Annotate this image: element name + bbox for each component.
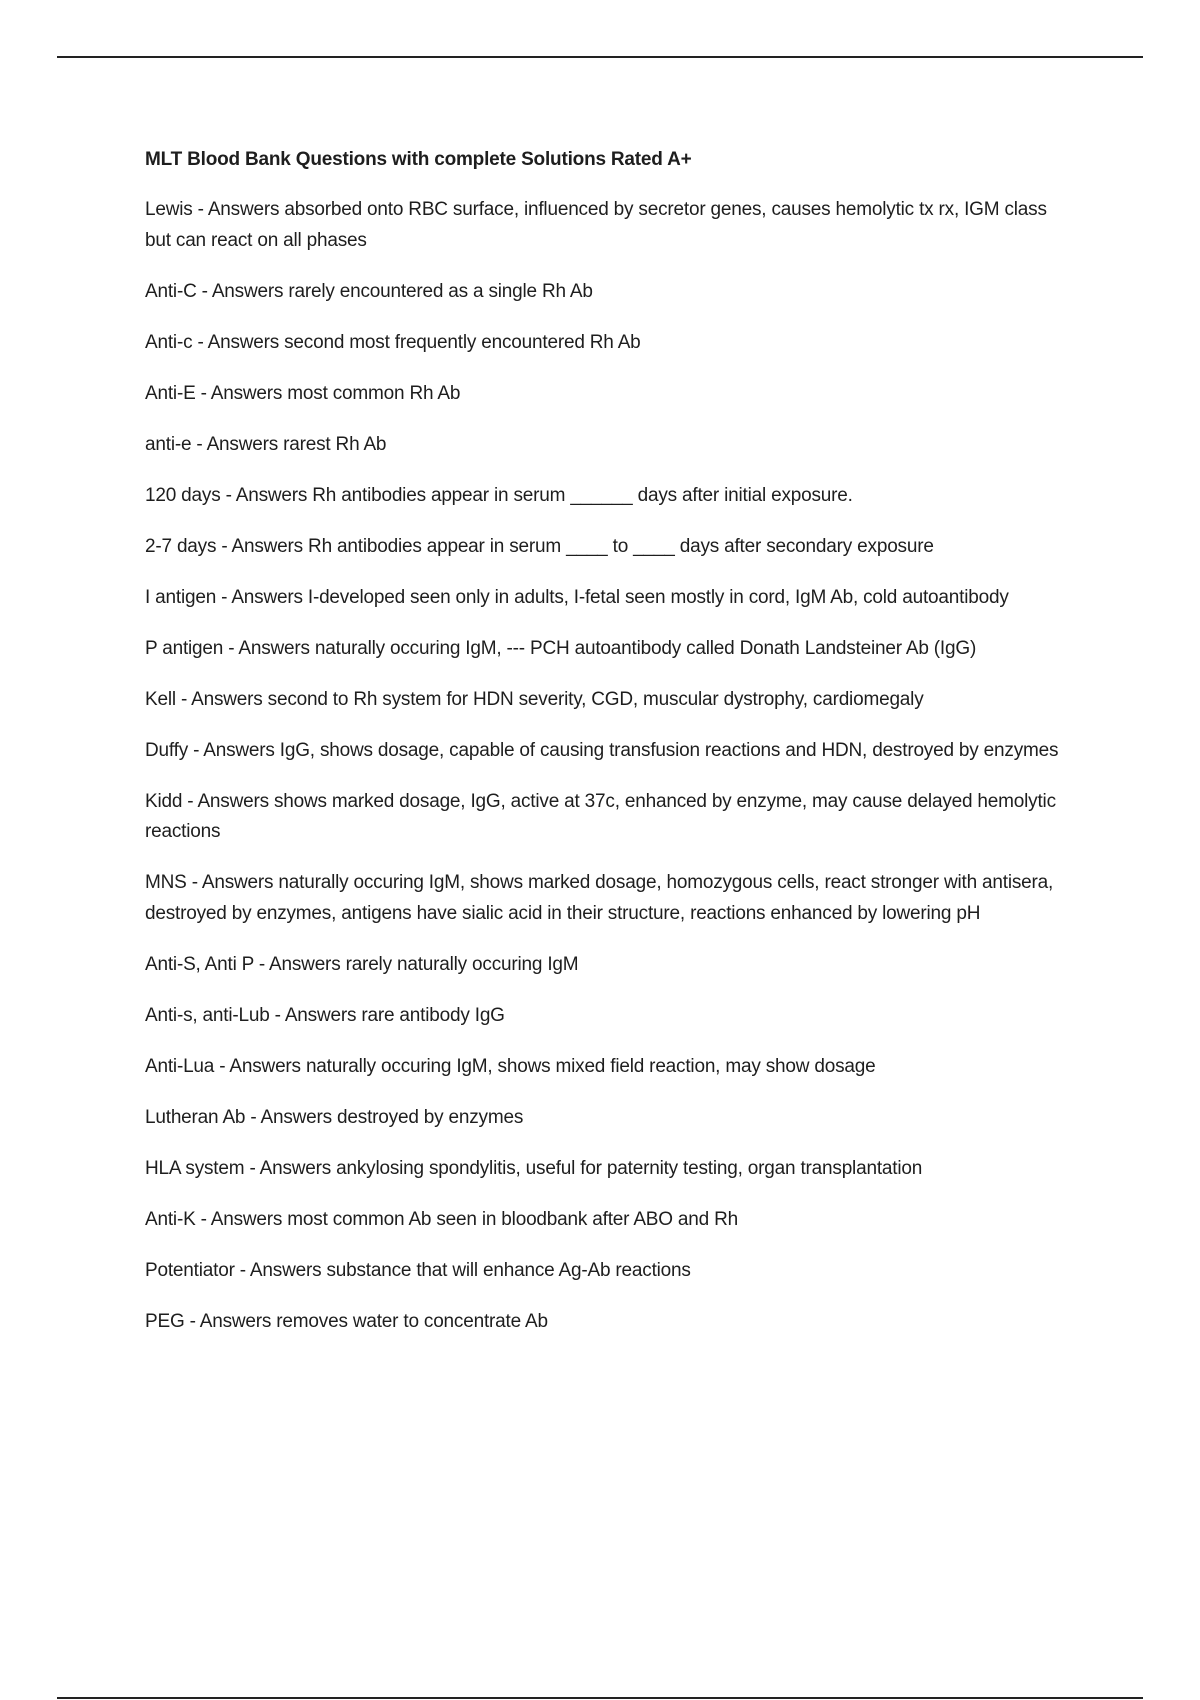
document-title: MLT Blood Bank Questions with complete Solutions Rated A+	[145, 149, 692, 170]
qa-item: anti-e - Answers rarest Rh Ab	[145, 433, 387, 455]
document-body	[145, 145, 1065, 1358]
qa-item: PEG - Answers removes water to concentrate Ab	[145, 1310, 548, 1332]
qa-item: I antigen - Answers I-developed seen only in adults, I-fetal seen mostly in cord, IgM Ab, cold autoantibody	[145, 586, 1009, 608]
header-rule	[57, 56, 1143, 58]
qa-item: Anti-s, anti-Lub - Answers rare antibody IgG	[145, 1004, 505, 1026]
qa-item: Anti-Lua - Answers naturally occuring IgM, shows mixed field reaction, may show dosage	[145, 1055, 876, 1077]
qa-item: HLA system - Answers ankylosing spondylitis, useful for paternity testing, organ transplantation	[145, 1157, 923, 1179]
footer-rule	[57, 1697, 1143, 1699]
qa-item: Duffy - Answers IgG, shows dosage, capable of causing transfusion reactions and HDN, destroyed by enzymes	[145, 739, 1059, 761]
qa-item: P antigen - Answers naturally occuring IgM, --- PCH autoantibody called Donath Landsteiner Ab (IgG)	[145, 637, 977, 659]
qa-item: 120 days - Answers Rh antibodies appear in serum ______ days after initial exposure.	[145, 484, 853, 506]
qa-item: Lutheran Ab - Answers destroyed by enzymes	[145, 1106, 524, 1128]
qa-item: Anti-K - Answers most common Ab seen in bloodbank after ABO and Rh	[145, 1208, 739, 1230]
qa-item: Lewis - Answers absorbed onto RBC surface, influenced by secretor genes, causes hemolytic tx rx, IGM class but can react on all phases	[145, 199, 1047, 251]
qa-item: MNS - Answers naturally occuring IgM, shows marked dosage, homozygous cells, react stronger with antisera, destroyed by enzymes, antigens have sialic acid in their structure, reactions enhanced by lowering pH	[145, 872, 1054, 924]
qa-item: 2-7 days - Answers Rh antibodies appear in serum ____ to ____ days after secondary exposure	[145, 535, 934, 557]
qa-item: Anti-c - Answers second most frequently encountered Rh Ab	[145, 331, 641, 353]
qa-item: Potentiator - Answers substance that will enhance Ag-Ab reactions	[145, 1259, 691, 1281]
qa-item: Kidd - Answers shows marked dosage, IgG, active at 37c, enhanced by enzyme, may cause delayed hemolytic reactions	[145, 790, 1056, 842]
qa-item: Anti-S, Anti P - Answers rarely naturally occuring IgM	[145, 953, 579, 975]
qa-item: Anti-E - Answers most common Rh Ab	[145, 382, 461, 404]
qa-item: Kell - Answers second to Rh system for HDN severity, CGD, muscular dystrophy, cardiomegaly	[145, 688, 924, 710]
qa-item: Anti-C - Answers rarely encountered as a single Rh Ab	[145, 280, 593, 302]
qa-list	[145, 195, 1065, 1337]
